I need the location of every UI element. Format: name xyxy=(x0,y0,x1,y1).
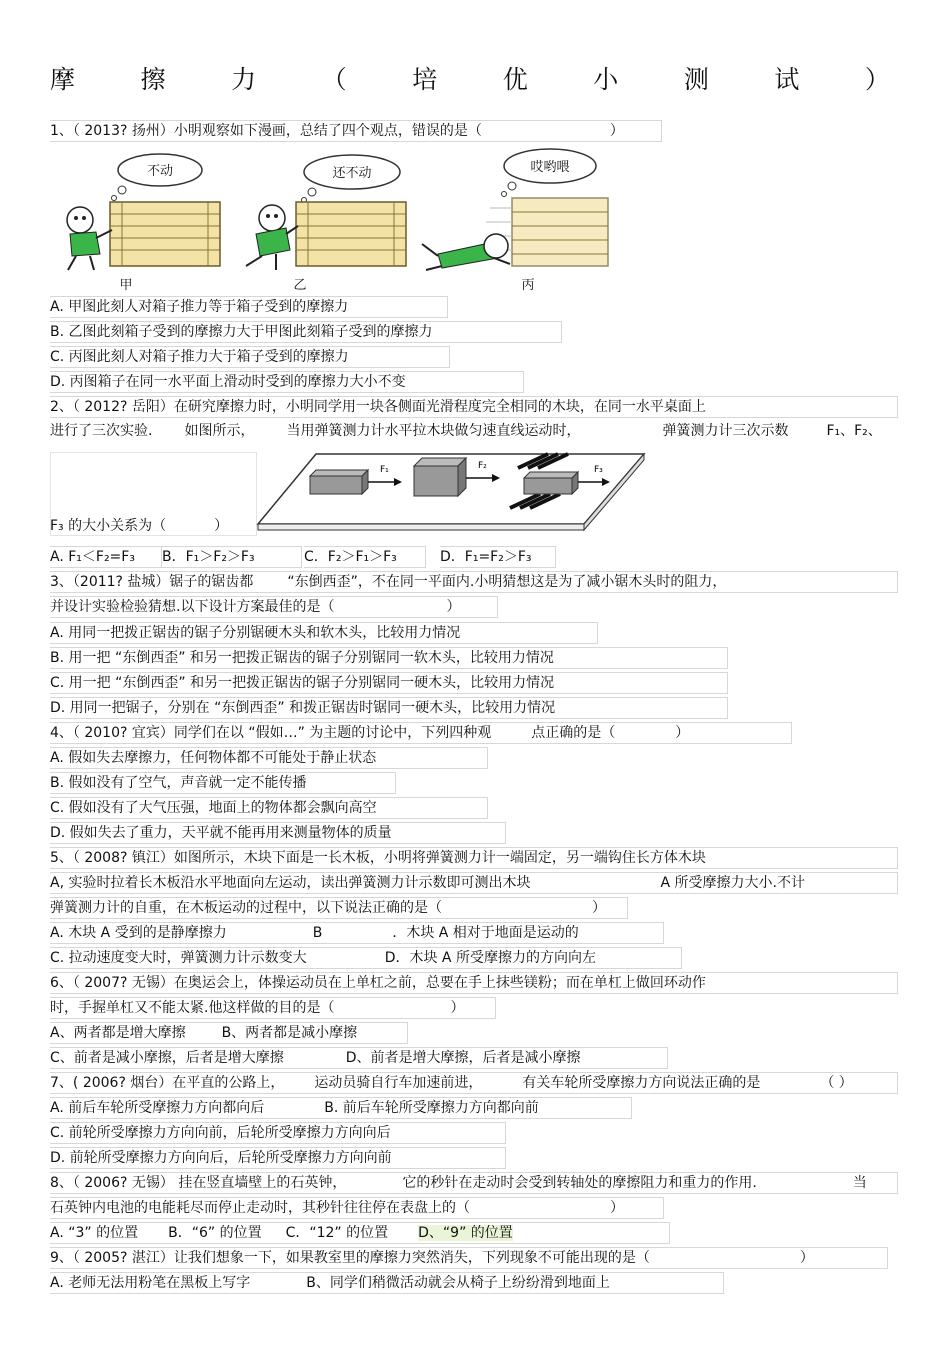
q2-line2: 进行了三次实验. 如图所示， 当用弹簧测力计水平拉木块做匀速直线运动时， 弹簧测力计三次示数 F₁、F₂、 xyxy=(50,423,882,439)
q1-comic-image xyxy=(50,146,610,294)
q9-stem: 9、（ 2005? 湛江）让我们想象一下，如果教室里的摩擦力突然消失，下列现象不可能出现的是（ ） xyxy=(50,1247,888,1269)
page-title xyxy=(50,60,890,96)
q5-line3: 弹簧测力计的自重，在木板运动的过程中，以下说法正确的是（ ） xyxy=(50,897,628,919)
q8-line1: 8、（ 2006? 无锡） 挂在竖直墙壁上的石英钟， 它的秒针在走动时会受到转轴处的摩擦阻力和重力的作用. 当 xyxy=(50,1172,898,1194)
q2-diagram-image xyxy=(256,450,648,536)
q6-option-cd[interactable] xyxy=(50,1047,668,1069)
q7-option-ab[interactable] xyxy=(50,1097,632,1119)
bubble-text: 哎哟喂 xyxy=(530,160,570,175)
q1-option-d[interactable]: D. 丙图箱子在同一水平面上滑动时受到的摩擦力大小不变 xyxy=(50,371,524,393)
q7-option-b[interactable]: B. 前后车轮所受摩擦力方向都向前 xyxy=(324,1100,539,1116)
q5-option-ab[interactable] xyxy=(50,922,664,944)
q3-line1: 3、（2011? 盐城）锯子的锯齿都 “东倒西歪”，不在同一平面内.小明猜想这是为了减小锯木头时的阻力， xyxy=(50,571,898,593)
q7-stem: 7、( 2006? 烟台）在平直的公路上， 运动员骑自行车加速前进， 有关车轮所受摩擦力方向说法正确的是 （ ） xyxy=(50,1072,898,1094)
q8-options[interactable] xyxy=(50,1222,670,1244)
force-label: F₁ xyxy=(380,465,389,475)
q3-option-d[interactable]: D. 用同一把锯子，分别在 “东倒西歪” 和拨正锯齿时锯同一硬木头，比较用力情况 xyxy=(50,697,728,719)
comic-panel-bing xyxy=(422,149,608,293)
q3-line2: 并设计实验检验猜想.以下设计方案最佳的是（ ） xyxy=(50,596,498,618)
q4-option-d[interactable]: D. 假如失去了重力，天平就不能再用来测量物体的质量 xyxy=(50,822,506,844)
q8-option-d[interactable]: D、“9” 的位置 xyxy=(418,1225,513,1241)
q3-option-c[interactable]: C. 用一把 “东倒西歪” 和另一把拨正锯齿的锯子分别锯同一硬木头，比较用力情况 xyxy=(50,672,728,694)
q2-option-d[interactable]: D．F₁=F₂＞F₃ xyxy=(440,546,556,568)
q4-option-c[interactable]: C. 假如没有了大气压强，地面上的物体都会飘向高空 xyxy=(50,797,488,819)
q8-option-c[interactable]: C．“12” 的位置 xyxy=(285,1225,389,1241)
caption-jia: 甲 xyxy=(119,278,133,293)
q8-line2: 石英钟内电池的电能耗尽而停止走动时，其秒针往往停在表盘上的（ ） xyxy=(50,1197,664,1219)
title-char: 擦 xyxy=(140,65,166,94)
q5-line1: 5、（ 2008? 镇江）如图所示，木块下面是一长木板，小明将弹簧测力计一端固定，另一端钩住长方体木块 xyxy=(50,847,898,869)
q1-stem: 1、（ 2013? 扬州）小明观察如下漫画，总结了四个观点，错误的是（ ） xyxy=(50,120,662,142)
q5-option-b[interactable]: ．木块 A 相对于地面是运动的 xyxy=(392,925,579,941)
q6-option-b[interactable]: B、两者都是减小摩擦 xyxy=(221,1025,358,1041)
q2-option-c[interactable]: C．F₂＞F₁＞F₃ xyxy=(304,546,426,568)
title-char: 小 xyxy=(593,65,619,94)
q9-option-a[interactable]: A. 老师无法用粉笔在黑板上写字 xyxy=(50,1275,251,1291)
q6-option-a[interactable]: A、两者都是增大摩擦 xyxy=(50,1025,186,1041)
q1-option-b[interactable]: B. 乙图此刻箱子受到的摩擦力大于甲图此刻箱子受到的摩擦力 xyxy=(50,321,562,343)
q2-line1: 2、（ 2012? 岳阳）在研究摩擦力时，小明同学用一块各侧面光滑程度完全相同的木块，在同一水平桌面上 xyxy=(50,396,898,418)
q6-option-ab[interactable] xyxy=(50,1022,408,1044)
q4-stem: 4、（ 2010? 宜宾）同学们在以 “假如…” 为主题的讨论中，下列四种观 点正确的是（ ） xyxy=(50,722,792,744)
title-char: ） xyxy=(864,65,890,94)
title-char: 培 xyxy=(412,65,438,94)
title-char: （ xyxy=(321,65,347,94)
force-label: F₂ xyxy=(478,461,487,471)
bubble-text: 不动 xyxy=(146,164,174,179)
title-char: 试 xyxy=(774,65,800,94)
caption-yi: 乙 xyxy=(293,278,307,293)
q2-line3: F₃ 的大小关系为（ ） xyxy=(50,518,229,534)
q8-option-a[interactable]: A. “3” 的位置 xyxy=(50,1225,139,1241)
q5-option-c[interactable]: C. 拉动速度变大时，弹簧测力计示数变大 xyxy=(50,950,307,966)
q5-option-a[interactable]: A. 木块 A 受到的是静摩擦力 xyxy=(50,925,227,941)
q1-option-a[interactable]: A. 甲图此刻人对箱子推力等于箱子受到的摩擦力 xyxy=(50,296,448,318)
q9-option-b[interactable]: B、同学们稍微活动就会从椅子上纷纷滑到地面上 xyxy=(306,1275,610,1291)
q3-option-b[interactable]: B. 用一把 “东倒西歪” 和另一把拨正锯齿的锯子分别锯同一软木头，比较用力情况 xyxy=(50,647,728,669)
q5-option-cd[interactable] xyxy=(50,947,682,969)
q6-line2: 时，手握单杠又不能太紧.他这样做的目的是（ ） xyxy=(50,997,496,1019)
q5-option-d[interactable]: D．木块 A 所受摩擦力的方向向左 xyxy=(384,950,596,966)
q6-option-c[interactable]: C、前者是减小摩擦，后者是增大摩擦 xyxy=(50,1050,284,1066)
q6-option-d[interactable]: D、前者是增大摩擦，后者是减小摩擦 xyxy=(345,1050,581,1066)
q8-option-b[interactable]: B．“6” 的位置 xyxy=(168,1225,262,1241)
q1-option-c[interactable]: C. 丙图此刻人对箱子推力大于箱子受到的摩擦力 xyxy=(50,346,450,368)
q5-option-b-letter[interactable]: B xyxy=(312,925,323,941)
comic-panel-jia xyxy=(67,154,220,293)
q6-line1: 6、（ 2007? 无锡）在奥运会上，体操运动员在上单杠之前，总要在手上抹些镁粉；而在单杠上做回环动作 xyxy=(50,972,898,994)
title-char: 力 xyxy=(231,65,257,94)
q5-line2: A, 实验时拉着长木板沿水平地面向左运动，读出弹簧测力计示数即可测出木块 A 所受摩擦力大小.不计 xyxy=(50,872,898,894)
q4-option-b[interactable]: B. 假如没有了空气，声音就一定不能传播 xyxy=(50,772,396,794)
title-char: 摩 xyxy=(50,65,76,94)
q9-option-ab[interactable] xyxy=(50,1272,724,1294)
q2-option-b[interactable]: B．F₁＞F₂＞F₃ xyxy=(162,546,302,568)
q4-option-a[interactable]: A. 假如失去摩擦力，任何物体都不可能处于静止状态 xyxy=(50,747,488,769)
q7-option-d[interactable]: D. 前轮所受摩擦力方向向后，后轮所受摩擦力方向向前 xyxy=(50,1147,506,1169)
q2-option-a[interactable]: A. F₁＜F₂=F₃ xyxy=(50,546,162,568)
q7-option-c[interactable]: C. 前轮所受摩擦力方向向前，后轮所受摩擦力方向向后 xyxy=(50,1122,506,1144)
force-label: F₃ xyxy=(594,465,603,475)
q7-option-a[interactable]: A. 前后车轮所受摩擦力方向都向后 xyxy=(50,1100,265,1116)
title-char: 优 xyxy=(502,65,528,94)
q3-option-a[interactable]: A. 用同一把拨正锯齿的锯子分别锯硬木头和软木头，比较用力情况 xyxy=(50,622,598,644)
comic-panel-yi xyxy=(246,155,406,293)
title-char: 测 xyxy=(683,65,709,94)
bubble-text: 还不动 xyxy=(332,166,372,181)
caption-bing: 丙 xyxy=(521,278,535,293)
